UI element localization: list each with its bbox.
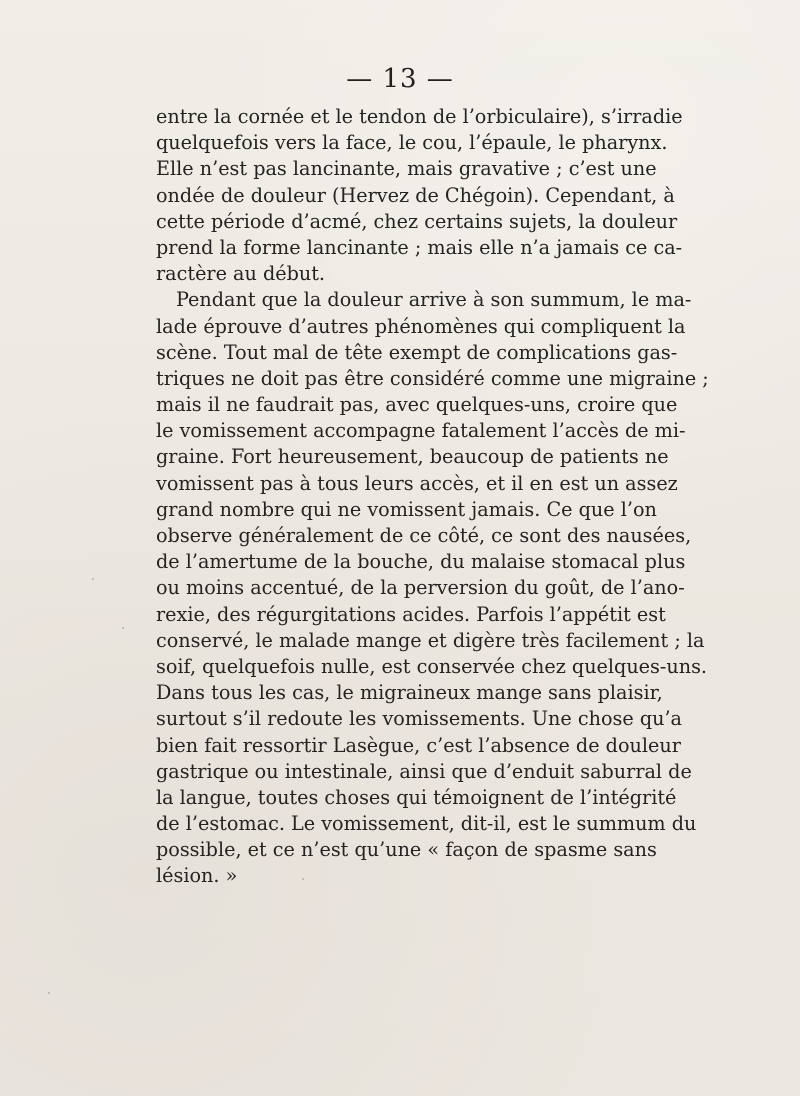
- text-line: entre la cornée et le tendon de l’orbiculaire), s’irradie: [156, 105, 683, 128]
- text-line: ondée de douleur (Hervez de Chégoin). Cependant, à: [156, 183, 675, 207]
- paper-speck: [48, 992, 50, 994]
- text-line: observe généralement de ce côté, ce sont des nausées,: [156, 524, 692, 547]
- text-line: Pendant que la douleur arrive à son summum, le ma-: [176, 288, 692, 312]
- text-line: surtout s’il redoute les vomissements. Une chose qu’a: [156, 707, 682, 731]
- text-line: ou moins accentué, de la perversion du goût, de l’ano-: [156, 576, 685, 600]
- text-line: scène. Tout mal de tête exempt de complications gas-: [156, 340, 678, 364]
- text-line: Dans tous les cas, le migraineux mange sans plaisir,: [156, 681, 663, 705]
- text-line: lade éprouve d’autres phénomènes qui compliquent la: [156, 314, 686, 338]
- text-line: ractère au début.: [156, 262, 326, 286]
- text-line: le vomissement accompagne fatalement l’accès de mi-: [156, 419, 686, 443]
- paper-speck: [92, 578, 94, 580]
- text-line: de l’amertume de la bouche, du malaise stomacal plus: [156, 550, 686, 574]
- text-line: Elle n’est pas lancinante, mais gravative ; c’est une: [156, 157, 657, 181]
- text-line: soif, quelquefois nulle, est conservée chez quelques-uns.: [156, 654, 708, 678]
- text-line: cette période d’acmé, chez certains sujets, la douleur: [156, 209, 678, 233]
- text-line: conservé, le malade mange et digère très facilement ; la: [156, 628, 705, 652]
- text-line: bien fait ressortir Lasègue, c’est l’absence de douleur: [156, 733, 681, 757]
- text-line: la langue, toutes choses qui témoignent de l’intégrité: [156, 785, 677, 809]
- body-text: [156, 104, 709, 890]
- text-line: grand nombre qui ne vomissent jamais. Ce que l’on: [156, 497, 657, 521]
- text-line: prend la forme lancinante ; mais elle n’a jamais ce ca-: [156, 235, 683, 259]
- text-line: vomissent pas à tous leurs accès, et il en est un assez: [156, 471, 678, 495]
- paper-speck: [122, 627, 124, 629]
- text-line: de l’estomac. Le vomissement, dit-il, est le summum du: [156, 812, 697, 836]
- paper-speck: [302, 878, 304, 880]
- page-number: — 13 —: [346, 64, 454, 94]
- text-line: possible, et ce n’est qu’une « façon de spasme sans: [156, 838, 657, 862]
- text-line: gastrique ou intestinale, ainsi que d’enduit saburral de: [156, 759, 692, 783]
- text-line: graine. Fort heureusement, beaucoup de patients ne: [156, 445, 669, 469]
- text-line: triques ne doit pas être considéré comme une migraine ;: [156, 366, 709, 390]
- text-line: quelquefois vers la face, le cou, l’épaule, le pharynx.: [156, 131, 668, 155]
- text-line: rexie, des régurgitations acides. Parfois l’appétit est: [156, 602, 666, 626]
- text-line: mais il ne faudrait pas, avec quelques-uns, croire que: [156, 393, 678, 417]
- text-line: lésion. »: [156, 864, 238, 888]
